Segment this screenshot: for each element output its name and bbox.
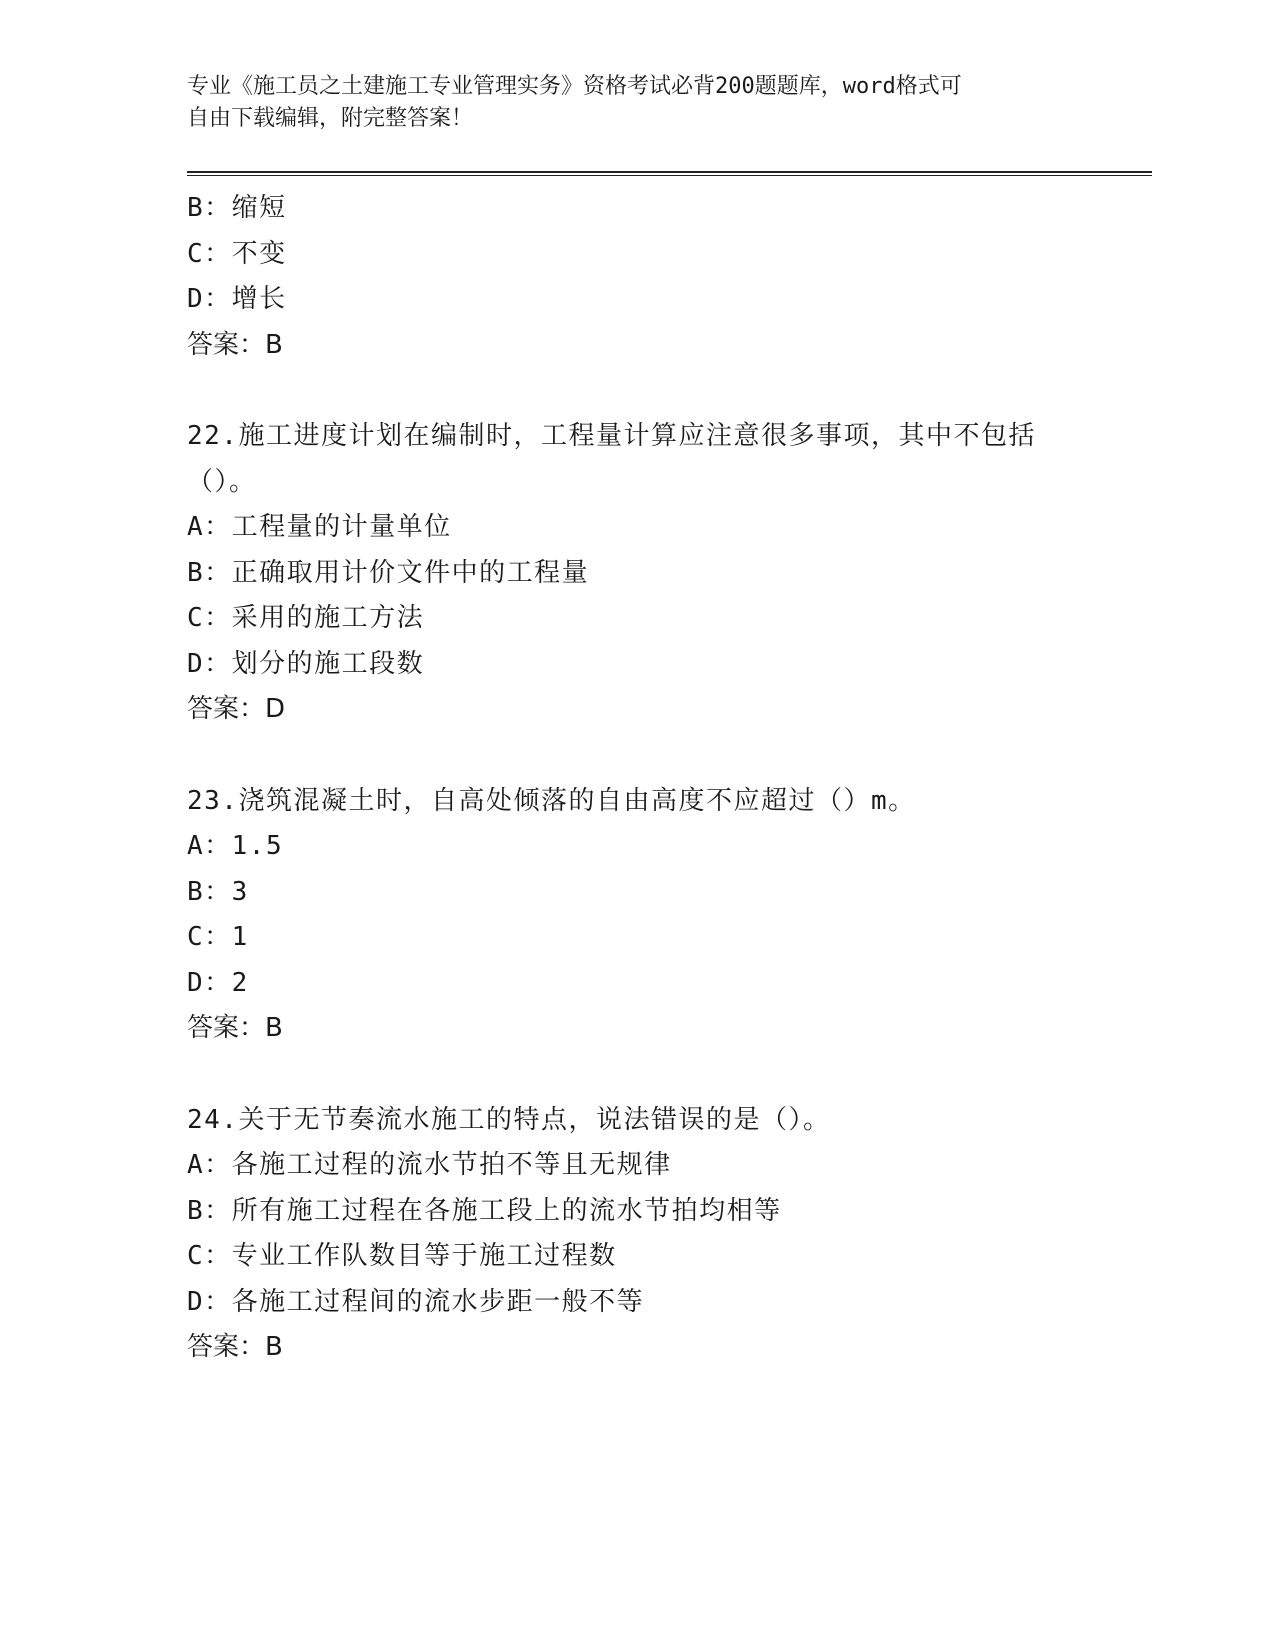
option-b: B：所有施工过程在各施工段上的流水节拍均相等 <box>187 1195 782 1226</box>
answer-line: 答案：B <box>187 329 283 360</box>
document-header-line-1: 专业《施工员之土建施工专业管理实务》资格考试必背200题题库，word格式可 <box>187 74 962 99</box>
option-a: A：1.5 <box>187 831 284 861</box>
header-divider-bottom <box>187 175 1152 176</box>
question-stem: 24.关于无节奏流水施工的特点，说法错误的是（）。 <box>187 1104 831 1135</box>
option-b: B：3 <box>187 876 249 907</box>
answer-line: 答案：D <box>187 694 286 724</box>
option-d: D：增长 <box>187 284 287 314</box>
question-23 <box>187 779 1147 1052</box>
option-b: B：缩短 <box>187 193 287 223</box>
option-a: A：各施工过程的流水节拍不等且无规律 <box>187 1150 672 1180</box>
question-list <box>187 186 1147 1371</box>
question-stem-continuation: （）。 <box>187 466 257 497</box>
document-header-line-2: 自由下载编辑，附完整答案！ <box>187 106 474 131</box>
answer-line: 答案：B <box>187 1013 283 1043</box>
option-d: D：各施工过程间的流水步距一般不等 <box>187 1286 645 1317</box>
question-24 <box>187 1098 1147 1371</box>
answer-line: 答案：B <box>187 1332 283 1362</box>
question-22 <box>187 414 1147 733</box>
option-c: C：专业工作队数目等于施工过程数 <box>187 1241 617 1271</box>
option-c: C：1 <box>187 922 249 952</box>
option-d: D：划分的施工段数 <box>187 648 425 679</box>
question-stem: 23.浇筑混凝土时，自高处倾落的自由高度不应超过（）m。 <box>187 785 916 816</box>
question-stem: 22.施工进度计划在编制时，工程量计算应注意很多事项，其中不包括 <box>187 421 1036 451</box>
option-b: B：正确取用计价文件中的工程量 <box>187 557 590 588</box>
option-a: A：工程量的计量单位 <box>187 512 452 542</box>
previous-question-tail <box>187 186 1147 368</box>
option-c: C：不变 <box>187 238 287 269</box>
header-divider-top <box>187 171 1152 173</box>
option-d: D：2 <box>187 967 249 998</box>
option-c: C：采用的施工方法 <box>187 603 425 633</box>
